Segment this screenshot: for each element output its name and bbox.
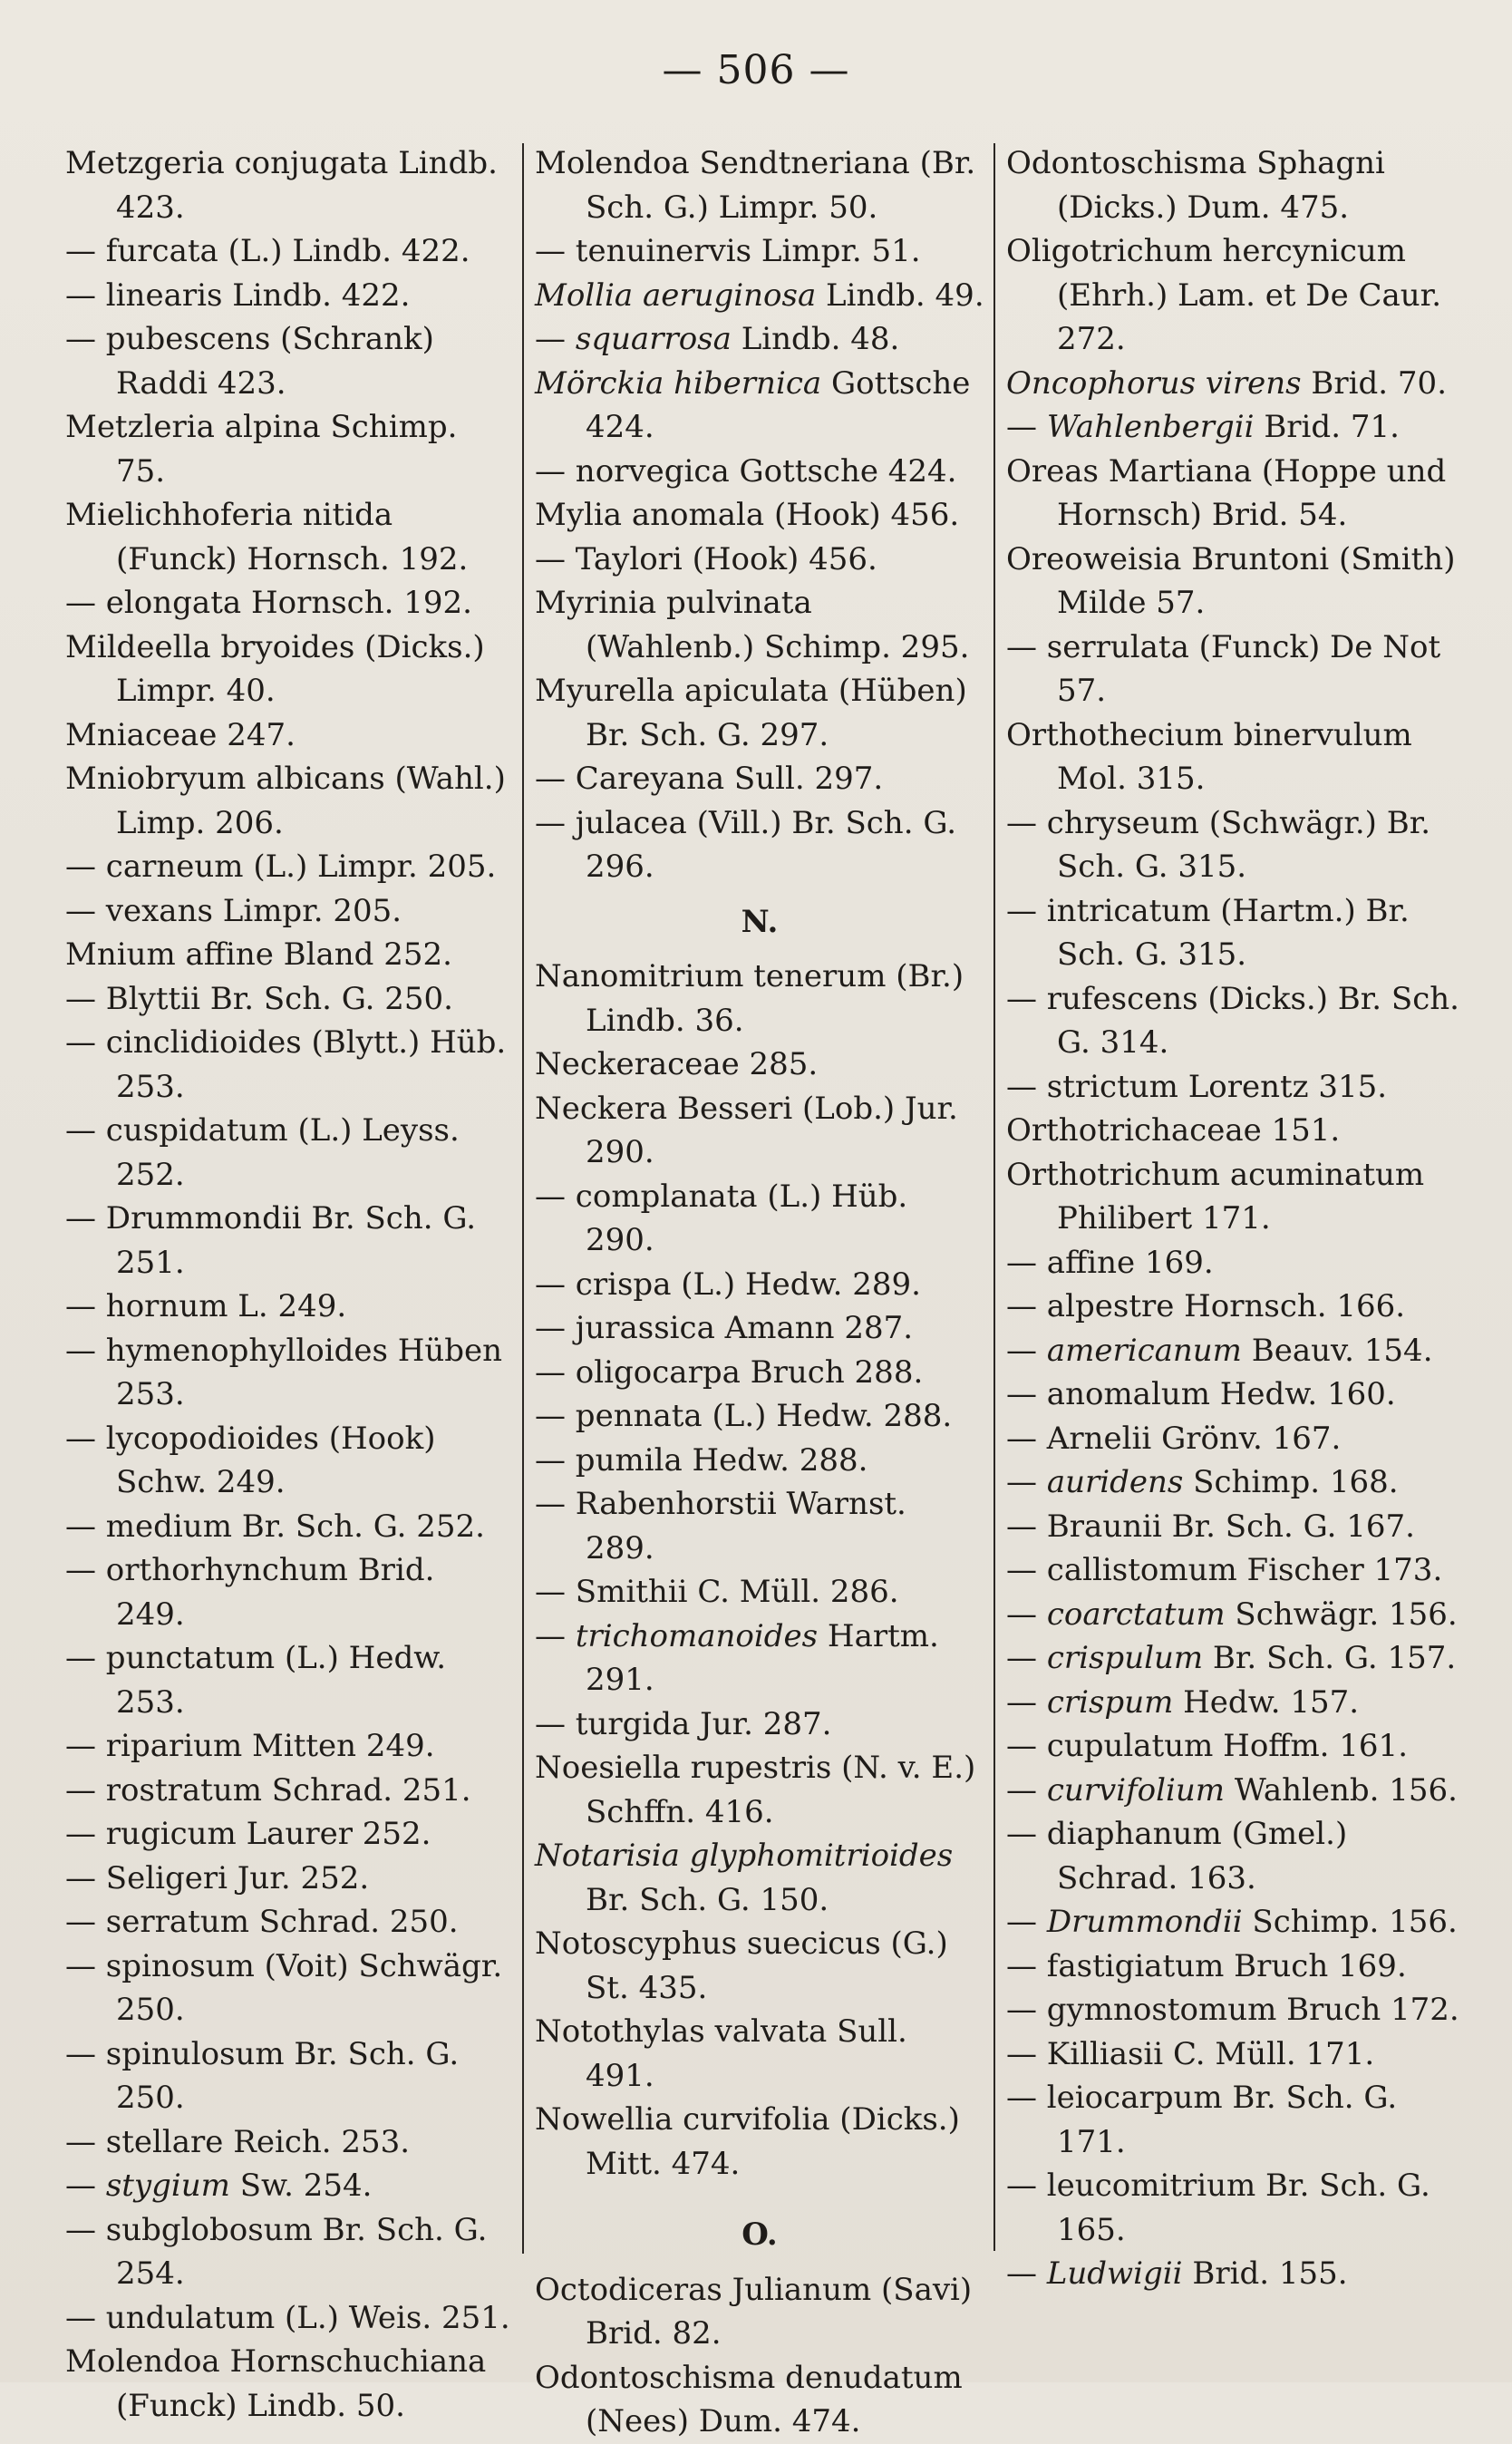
index-entry	[1006, 1505, 1467, 1549]
index-entry	[65, 229, 511, 274]
index-entry	[65, 1285, 511, 1329]
index-entry	[1006, 801, 1467, 889]
index-entry	[1006, 2032, 1467, 2077]
entry-text: — subglobosum Br. Sch. G. 254.	[65, 2211, 488, 2292]
entry-text: Notoscyphus suecicus (G.) St. 435.	[535, 1925, 948, 2006]
index-entry	[535, 450, 984, 494]
entry-text: Mniobryum albicans (Wahl.) Limp. 206.	[65, 761, 506, 841]
entry-text: Sw. 254.	[229, 2168, 373, 2204]
entry-text: — leiocarpum Br. Sch. G. 171.	[1006, 2080, 1398, 2160]
entry-text: — strictum Lorentz 315.	[1006, 1068, 1388, 1105]
index-entry	[1006, 1153, 1467, 1241]
page-number: — 506 —	[662, 47, 850, 93]
index-entry	[535, 955, 984, 1043]
entry-text: Schimp. 156.	[1242, 1904, 1458, 1940]
index-entry	[535, 1439, 984, 1483]
entry-text: — Careyana Sull. 297.	[535, 761, 884, 797]
entry-text: — cinclidioides (Blytt.) Hüb. 253.	[65, 1024, 507, 1105]
entry-text: — rostratum Schrad. 251.	[65, 1771, 471, 1809]
entry-text: — complanata (L.) Hüb. 290.	[535, 1178, 908, 1258]
entry-text: — vexans Limpr. 205.	[65, 892, 402, 929]
entry-text: Brid. 70.	[1301, 364, 1447, 402]
index-entry	[535, 362, 984, 450]
index-entry	[1006, 1460, 1467, 1505]
entry-text: — intricatum (Hartm.) Br. Sch. G. 315.	[1006, 892, 1410, 973]
entry-italic-name: trichomanoides	[575, 1617, 819, 1654]
index-entry	[1006, 405, 1467, 450]
entry-italic-name: curvifolium	[1046, 1771, 1226, 1809]
entry-italic-name: crispulum	[1046, 1640, 1204, 1676]
entry-text: Octodiceras Julianum (Savi) Brid. 82.	[535, 2271, 973, 2352]
entry-text: — crispa (L.) Hedw. 289.	[535, 1266, 921, 1303]
index-entry	[1006, 713, 1467, 801]
index-entry	[65, 1724, 511, 1769]
entry-italic-name: Oncophorus virens	[1006, 364, 1302, 402]
entry-italic-name: Drummondii	[1046, 1904, 1243, 1940]
index-entry	[1006, 1417, 1467, 1461]
index-entry	[65, 1505, 511, 1549]
index-entry	[65, 1812, 511, 1857]
index-entry	[65, 1417, 511, 1505]
entry-text: Gottsche 424.	[586, 364, 971, 445]
index-entry	[1006, 1593, 1467, 1637]
index-entry	[65, 977, 511, 1022]
section-letter-o: O.	[741, 2216, 778, 2253]
index-entry	[535, 1087, 984, 1175]
entry-text: Orthothecium binervulum Mol. 315.	[1006, 716, 1412, 797]
entry-prefix: —	[1006, 2255, 1047, 2292]
entry-text: — orthorhynchum Brid. 249.	[65, 1552, 435, 1633]
entry-text: Nowellia curvifolia (Dicks.) Mitt. 474.	[535, 2101, 960, 2182]
entry-text: — rufescens (Dicks.) Br. Sch. G. 314.	[1006, 980, 1459, 1061]
entry-text: — alpestre Hornsch. 166.	[1006, 1288, 1406, 1324]
index-entry	[1006, 2252, 1467, 2296]
index-entry	[1006, 1065, 1467, 1110]
index-entry	[65, 1636, 511, 1724]
index-entry	[535, 1615, 984, 1702]
entry-italic-name: stygium	[105, 2168, 230, 2204]
entry-text: — carneum (L.) Limpr. 205.	[65, 849, 497, 885]
entry-text: Neckeraceae 285.	[535, 1046, 819, 1082]
middle-section-n	[535, 955, 984, 2186]
entry-text: Nanomitrium tenerum (Br.) Lindb. 36.	[535, 958, 964, 1039]
entry-prefix: —	[1006, 1464, 1047, 1500]
index-entry	[65, 713, 511, 758]
index-entry	[535, 2098, 984, 2186]
index-entry	[1006, 1241, 1467, 1285]
entry-text: — serratum Schrad. 250.	[65, 1904, 459, 1940]
index-entry	[535, 669, 984, 757]
index-entry	[535, 2356, 984, 2444]
entry-text: — norvegica Gottsche 424.	[535, 452, 957, 490]
index-entry	[1006, 1988, 1467, 2032]
index-entry	[65, 1197, 511, 1285]
middle-section-m	[535, 141, 984, 889]
entry-text: — Arnelii Grönv. 167.	[1006, 1420, 1342, 1457]
index-entry	[1006, 1812, 1467, 1900]
index-entry	[535, 538, 984, 582]
index-entry	[65, 2208, 511, 2296]
entry-text: — affine 169.	[1006, 1244, 1214, 1281]
index-entry	[1006, 1724, 1467, 1769]
entry-text: Hedw. 157.	[1173, 1683, 1360, 1721]
index-entry	[1006, 1109, 1467, 1153]
entry-text: — callistomum Fischer 173.	[1006, 1552, 1443, 1588]
entry-text: — spinosum (Voit) Schwägr. 250.	[65, 1947, 503, 2028]
entry-text: — Rabenhorstii Warnst. 289.	[535, 1486, 906, 1566]
entry-italic-name: crispum	[1046, 1683, 1174, 1721]
index-entry	[65, 889, 511, 934]
entry-prefix: —	[1006, 1640, 1047, 1676]
entry-text: — elongata Hornsch. 192.	[65, 585, 472, 621]
index-entry	[1006, 1681, 1467, 1725]
column-rule-left	[522, 143, 524, 2254]
entry-text: Hartm. 291.	[586, 1617, 939, 1698]
index-entry	[1006, 1769, 1467, 1813]
index-entry	[535, 1175, 984, 1263]
index-entry	[65, 2340, 511, 2428]
index-entry	[1006, 1372, 1467, 1417]
index-entry	[1006, 1636, 1467, 1681]
index-column-right	[1006, 141, 1467, 2296]
entry-text: Orthotrichaceae 151.	[1006, 1112, 1341, 1149]
index-entry	[65, 1021, 511, 1109]
entry-text: Mnium affine Bland 252.	[65, 936, 452, 973]
entry-italic-name: squarrosa	[575, 321, 732, 357]
index-entry	[65, 757, 511, 845]
entry-text: — linearis Lindb. 422.	[65, 276, 411, 314]
entry-text: Mildeella bryoides (Dicks.) Limpr. 40.	[65, 628, 485, 709]
entry-text: — julacea (Vill.) Br. Sch. G. 296.	[535, 804, 957, 885]
entry-text: — medium Br. Sch. G. 252.	[65, 1508, 485, 1545]
entry-text: Noesiella rupestris (N. v. E.) Schffn. 416.	[535, 1750, 976, 1830]
entry-text: Br. Sch. G. 157.	[1203, 1640, 1457, 1676]
entry-text: — anomalum Hedw. 160.	[1006, 1376, 1396, 1412]
entry-text: Myurella apiculata (Hüben) Br. Sch. G. 297.	[535, 673, 967, 753]
index-entry	[65, 1548, 511, 1636]
entry-text: — fastigiatum Bruch 169.	[1006, 1947, 1407, 1984]
entry-text: — riparium Mitten 249.	[65, 1728, 435, 1764]
entry-text: Oligotrichum hercynicum (Ehrh.) Lam. et De Caur. 272.	[1006, 233, 1442, 357]
entry-text: — Killiasii C. Müll. 171.	[1006, 2035, 1375, 2072]
index-entry	[535, 493, 984, 538]
entry-prefix: —	[1006, 409, 1047, 445]
index-entry	[535, 317, 984, 362]
index-entry	[535, 1306, 984, 1351]
entry-text: — pubescens (Schrank) Raddi 423.	[65, 321, 434, 402]
middle-section-o	[535, 2268, 984, 2444]
index-entry	[535, 1570, 984, 1615]
index-column-middle	[535, 141, 984, 2444]
index-entry	[1006, 1945, 1467, 1989]
entry-italic-name: Mörckia hibernica	[535, 364, 822, 402]
index-entry	[535, 757, 984, 801]
entry-text: — diaphanum (Gmel.) Schrad. 163.	[1006, 1816, 1348, 1896]
index-entry	[535, 1922, 984, 2010]
index-entry	[65, 317, 511, 405]
entry-text: — chryseum (Schwägr.) Br. Sch. G. 315.	[1006, 804, 1431, 885]
index-entry	[1006, 229, 1467, 362]
entry-prefix: —	[1006, 1595, 1047, 1633]
entry-text: Brid. 71.	[1254, 409, 1400, 445]
entry-text: — gymnostomum Bruch 172.	[1006, 1992, 1459, 2028]
entry-prefix: —	[535, 321, 576, 357]
entry-italic-name: coarctatum	[1046, 1595, 1226, 1633]
entry-text: — stellare Reich. 253.	[65, 2123, 411, 2160]
entry-text: — jurassica Amann 287.	[535, 1310, 914, 1346]
index-entry	[1006, 538, 1467, 626]
entry-text: Beauv. 154.	[1241, 1332, 1433, 1369]
index-entry	[535, 801, 984, 889]
entry-text: — turgida Jur. 287.	[535, 1705, 832, 1742]
entry-text: — spinulosum Br. Sch. G. 250.	[65, 2035, 460, 2116]
entry-text: — cupulatum Hoffm. 161.	[1006, 1728, 1408, 1764]
entry-prefix: —	[1006, 1683, 1047, 1721]
entry-text: — Seligeri Jur. 252.	[65, 1859, 370, 1896]
entry-prefix: —	[1006, 1771, 1047, 1809]
index-entry	[535, 1043, 984, 1087]
index-entry	[535, 141, 984, 229]
index-entry	[65, 626, 511, 713]
entry-prefix: —	[1006, 1904, 1047, 1940]
index-entry	[535, 581, 984, 669]
entry-text: — oligocarpa Bruch 288.	[535, 1353, 924, 1391]
index-entry	[65, 845, 511, 889]
entry-text: Br. Sch. G. 150.	[586, 1881, 829, 1918]
entry-text: Odontoschisma denudatum (Nees) Dum. 474.	[535, 2359, 963, 2439]
entry-text: — Braunii Br. Sch. G. 167.	[1006, 1508, 1415, 1545]
index-entry	[535, 1702, 984, 1747]
index-entry	[65, 493, 511, 581]
index-entry	[65, 581, 511, 626]
entry-text: Metzgeria conjugata Lindb. 423.	[65, 145, 498, 226]
entry-italic-name: Wahlenbergii	[1046, 409, 1255, 445]
entry-text: — Taylori (Hook) 456.	[535, 540, 877, 577]
index-entry	[65, 1945, 511, 2032]
index-entry	[1006, 450, 1467, 538]
entry-text: Lindb. 49.	[816, 276, 984, 314]
index-entry	[1006, 2076, 1467, 2164]
index-entry	[65, 141, 511, 229]
index-entry	[65, 2032, 511, 2120]
entry-italic-name: Ludwigii	[1046, 2255, 1183, 2292]
index-entry	[1006, 1329, 1467, 1373]
entry-text: Brid. 155.	[1182, 2255, 1348, 2292]
entry-text: Odontoschisma Sphagni (Dicks.) Dum. 475.	[1006, 145, 1385, 226]
column-rule-right	[993, 143, 995, 2251]
index-entry	[65, 1857, 511, 1901]
index-entry	[1006, 1900, 1467, 1945]
index-entry	[65, 1769, 511, 1813]
entry-text: Orthotrichum acuminatum Philibert 171.	[1006, 1156, 1425, 1237]
entry-text: — hymenophylloides Hüben 253.	[65, 1332, 503, 1412]
entry-italic-name: Mollia aeruginosa	[535, 276, 817, 314]
index-column-left	[65, 141, 511, 2428]
index-entry	[535, 229, 984, 274]
entry-text: — leucomitrium Br. Sch. G. 165.	[1006, 2168, 1430, 2248]
index-entry	[65, 933, 511, 977]
index-entry	[535, 1394, 984, 1439]
entry-text: — punctatum (L.) Hedw. 253.	[65, 1640, 447, 1721]
index-entry	[1006, 1285, 1467, 1329]
entry-prefix: —	[65, 2168, 106, 2204]
entry-text: Oreoweisia Bruntoni (Smith) Milde 57.	[1006, 540, 1456, 621]
entry-text: Neckera Besseri (Lob.) Jur. 290.	[535, 1090, 958, 1170]
entry-italic-name: Notarisia glyphomitrioides	[535, 1838, 954, 1874]
entry-italic-name: auridens	[1046, 1464, 1184, 1500]
index-entry	[535, 1263, 984, 1307]
index-entry	[535, 1834, 984, 1922]
index-entry	[65, 405, 511, 493]
entry-text: Mniaceae 247.	[65, 716, 296, 753]
entry-text: Mylia anomala (Hook) 456.	[535, 497, 960, 533]
entry-text: Lindb. 48.	[731, 321, 900, 357]
entry-text: — Drummondii Br. Sch. G. 251.	[65, 1200, 477, 1281]
index-entry	[1006, 141, 1467, 229]
index-entry	[535, 2268, 984, 2356]
entry-text: — hornum L. 249.	[65, 1288, 347, 1324]
entry-text: — Blyttii Br. Sch. G. 250.	[65, 980, 453, 1017]
entry-text: — furcata (L.) Lindb. 422.	[65, 233, 470, 269]
entry-text: Molendoa Hornschuchiana (Funck) Lindb. 50.	[65, 2343, 487, 2424]
entry-text: — undulatum (L.) Weis. 251.	[65, 2299, 510, 2336]
index-entry	[535, 274, 984, 318]
index-entry	[65, 274, 511, 318]
entry-text: — cuspidatum (L.) Leyss. 252.	[65, 1112, 460, 1193]
entry-prefix: —	[1006, 1332, 1047, 1369]
index-entry	[1006, 362, 1467, 406]
entry-text: Oreas Martiana (Hoppe und Hornsch) Brid. 54.	[1006, 452, 1447, 533]
index-entry	[65, 2164, 511, 2208]
index-entry	[65, 2120, 511, 2165]
section-letter-n: N.	[741, 903, 779, 940]
index-entry	[1006, 2164, 1467, 2252]
entry-text: Schwägr. 156.	[1225, 1595, 1458, 1633]
entry-text: — pumila Hedw. 288.	[535, 1441, 868, 1479]
index-entry	[535, 2010, 984, 2098]
entry-text: Wahlenb. 156.	[1225, 1771, 1458, 1809]
entry-prefix: —	[535, 1617, 576, 1654]
entry-text: — serrulata (Funck) De Not 57.	[1006, 628, 1441, 709]
index-entry	[535, 1482, 984, 1570]
entry-text: — Smithii C. Müll. 286.	[535, 1574, 899, 1610]
entry-text: Myrinia pulvinata (Wahlenb.) Schimp. 295.	[535, 585, 970, 665]
index-entry	[1006, 626, 1467, 713]
entry-text: Schimp. 168.	[1183, 1464, 1399, 1500]
index-entry	[1006, 889, 1467, 977]
index-entry	[65, 1329, 511, 1417]
entry-text: — lycopodioides (Hook) Schw. 249.	[65, 1420, 436, 1500]
index-entry	[1006, 1548, 1467, 1593]
index-entry	[65, 1900, 511, 1945]
entry-text: — pennata (L.) Hedw. 288.	[535, 1398, 953, 1434]
index-entry	[1006, 977, 1467, 1065]
index-entry	[65, 1109, 511, 1197]
index-entry	[535, 1746, 984, 1834]
index-entry	[65, 2296, 511, 2341]
index-entry	[535, 1351, 984, 1395]
entry-text: Mielichhoferia nitida (Funck) Hornsch. 192.	[65, 497, 469, 577]
entry-text: Molendoa Sendtneriana (Br. Sch. G.) Limpr. 50.	[535, 145, 976, 226]
entry-text: Metzleria alpina Schimp. 75.	[65, 409, 458, 490]
entry-text: — rugicum Laurer 252.	[65, 1816, 431, 1852]
entry-italic-name: americanum	[1046, 1332, 1242, 1369]
entry-text: Notothylas valvata Sull. 491.	[535, 2013, 907, 2094]
entry-text: — tenuinervis Limpr. 51.	[535, 233, 921, 269]
